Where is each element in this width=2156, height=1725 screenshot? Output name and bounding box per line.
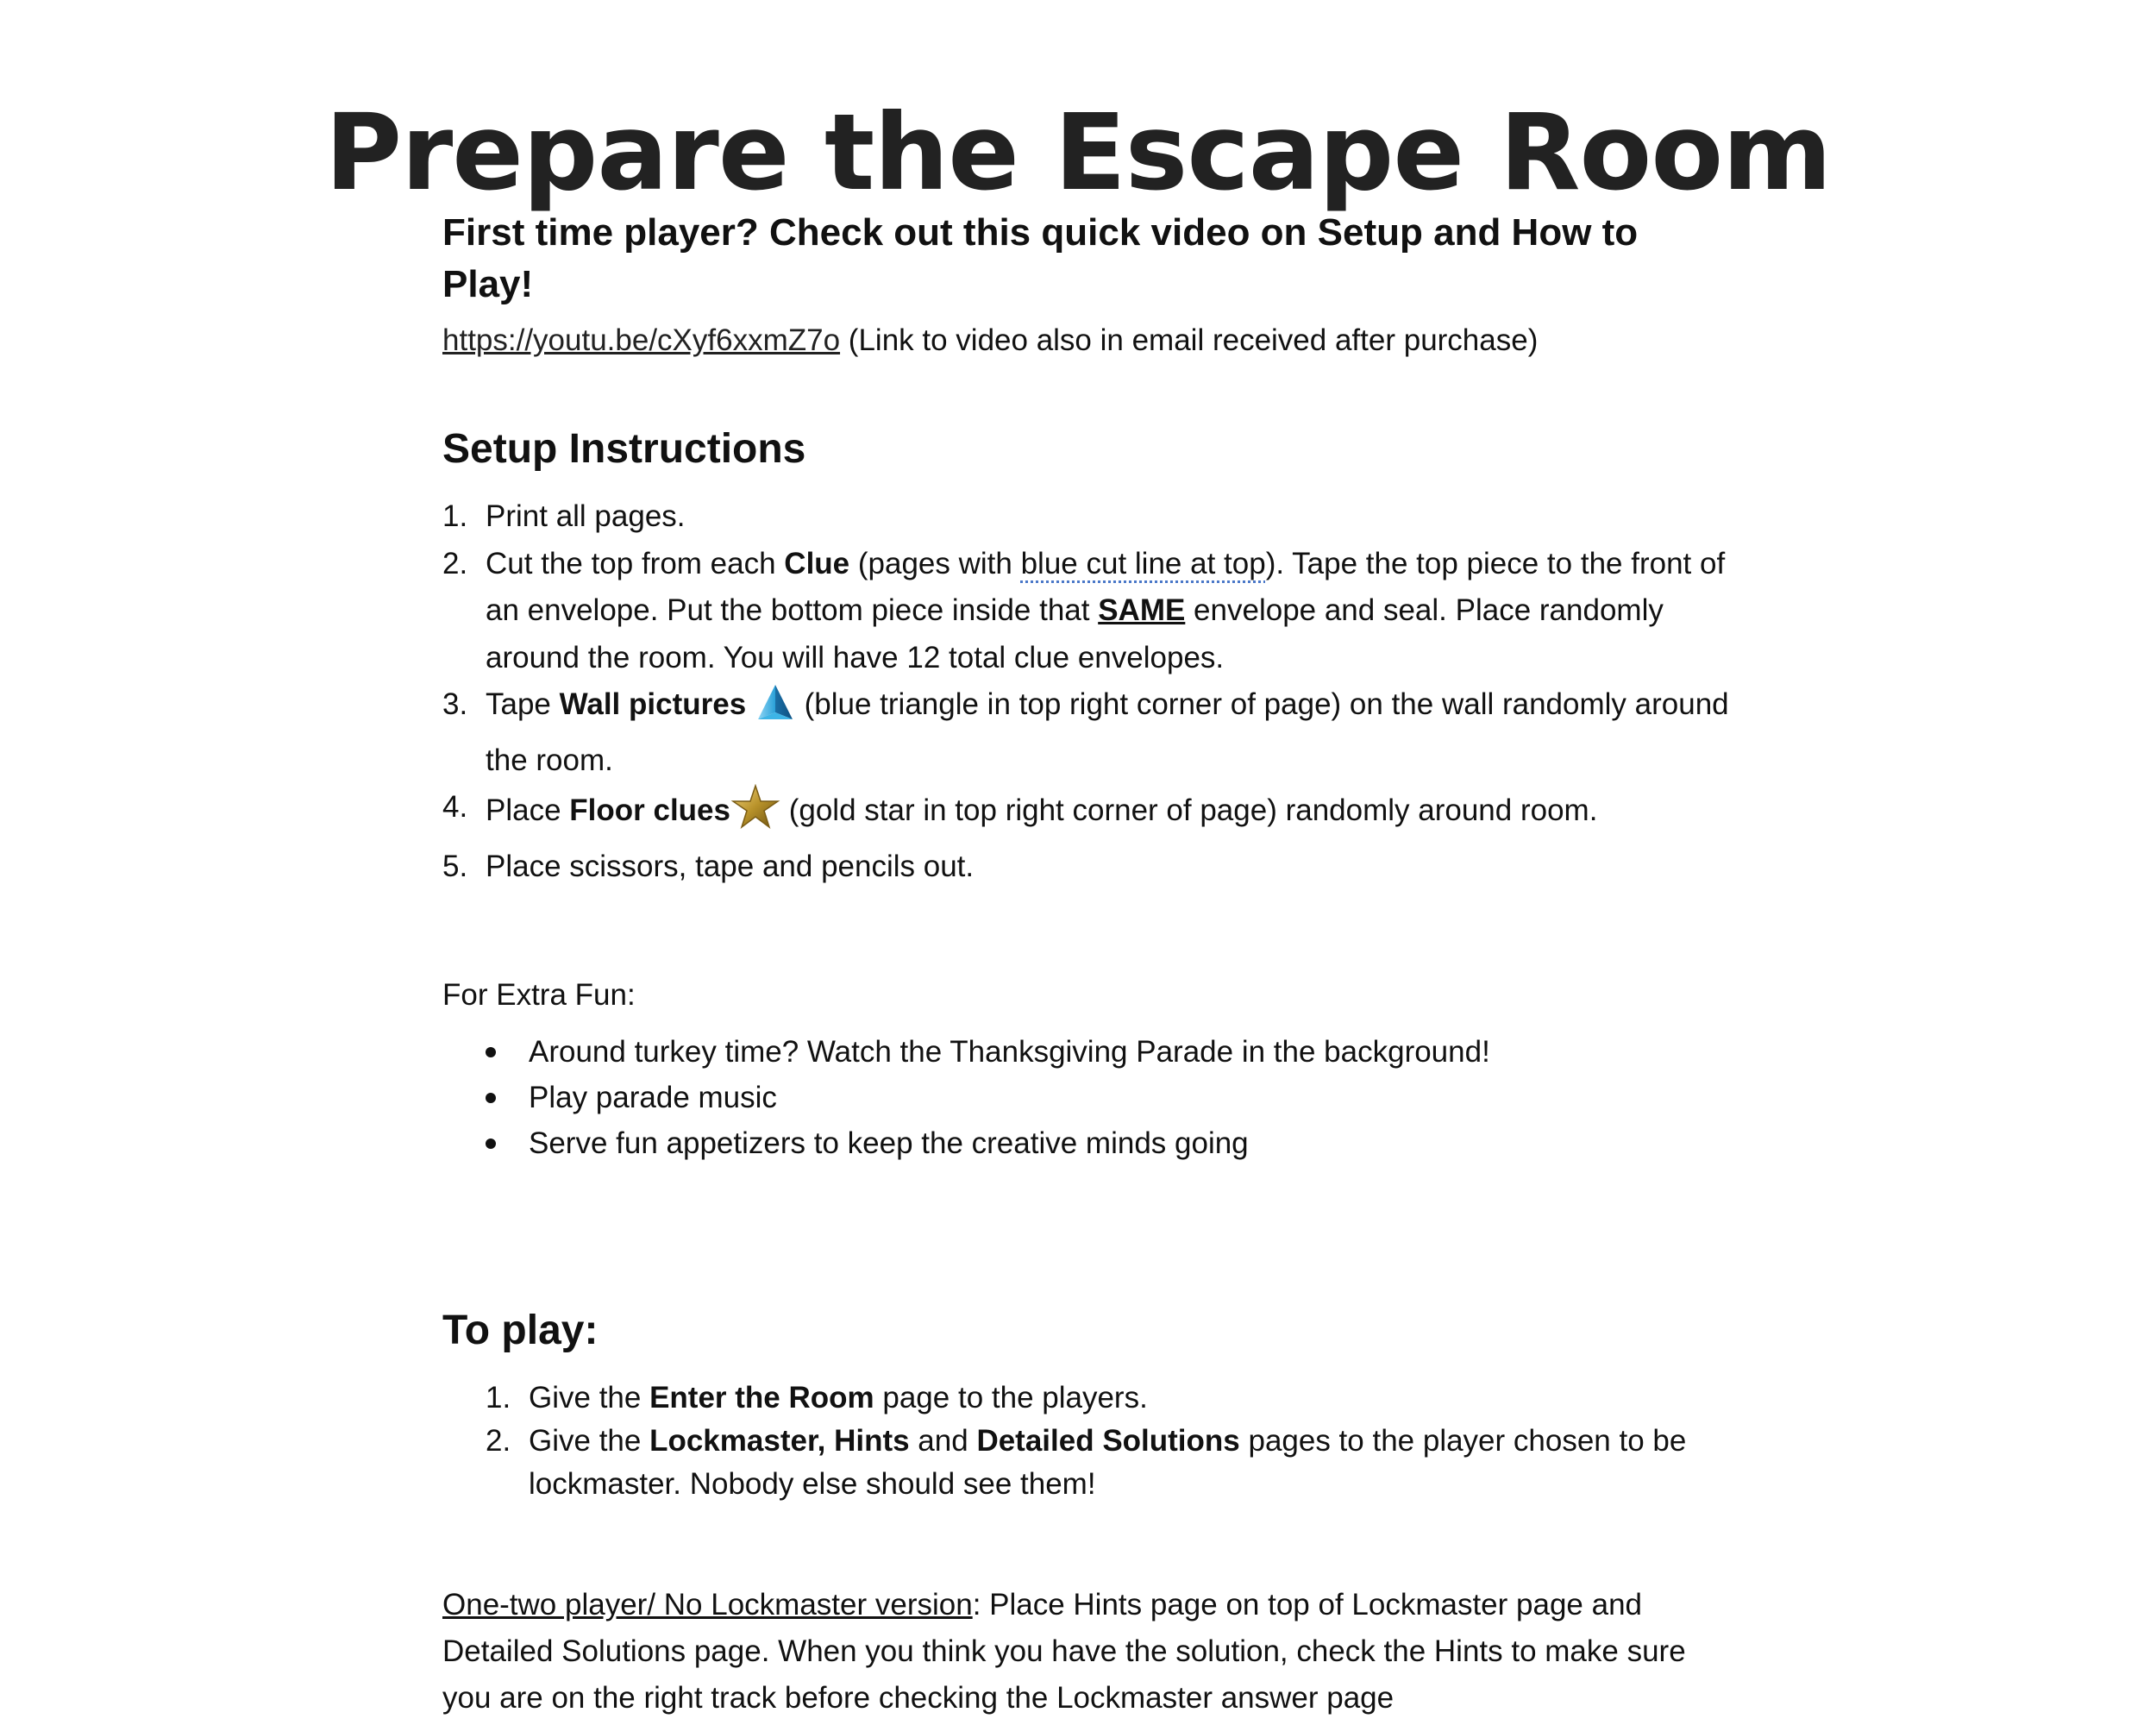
list-item [442, 1029, 1736, 1075]
solo-version-text: : Place Hints page on top of Lockmaster page and Detailed Solutions page. When you think you have the solution, check the Hints to make sure you are on the right track before checking the Lockmaster answer page [442, 1588, 1686, 1715]
setup-item-text: Place [486, 794, 570, 827]
list-item [442, 1075, 1736, 1120]
to-play-heading: To play: [442, 1308, 599, 1353]
list-item [442, 1120, 1736, 1166]
wall-pictures-bold: Wall pictures [559, 687, 747, 721]
play-item-text: and [909, 1424, 977, 1458]
blue-triangle-icon [755, 683, 796, 737]
setup-item-text: Print all pages. [486, 499, 686, 533]
play-item-text: pages to the player chosen to be lockmaster. Nobody else should see them! [529, 1424, 1687, 1501]
setup-item-text: (blue triangle in top right corner of page) on the wall randomly around the room. [486, 687, 1729, 777]
setup-item-text: (pages with [849, 546, 1021, 580]
list-number: 1. [442, 499, 468, 533]
intro-heading: First time player? Check out this quick video on Setup and How to Play! [442, 211, 1639, 305]
solo-version-paragraph [442, 1582, 1736, 1722]
list-number: 2. [486, 1424, 511, 1458]
video-link-note: (Link to video also in email received after purchase) [848, 323, 1539, 357]
page-title: Prepare the Escape Room [324, 91, 1832, 214]
play-item-1 [442, 1377, 1736, 1420]
lockmaster-hints-bold: Lockmaster, Hints [649, 1424, 910, 1458]
bullet-icon [486, 1093, 496, 1103]
setup-item-text: Place scissors, tape and pencils out. [486, 849, 975, 883]
dotted-phrase: blue cut line at top [1020, 546, 1266, 580]
list-item-text: Around turkey time? Watch the Thanksgiving Parade in the background! [529, 1035, 1490, 1069]
solo-version-label: One-two player/ No Lockmaster version [442, 1588, 973, 1622]
detailed-solutions-bold: Detailed Solutions [976, 1424, 1240, 1458]
extra-fun-label: For Extra Fun: [442, 978, 636, 1012]
setup-item-1 [442, 493, 1736, 541]
setup-item-4 [442, 784, 1736, 844]
document-body [442, 207, 1736, 1722]
play-item-text: Give the [529, 1424, 650, 1458]
list-item-text: Serve fun appetizers to keep the creative minds going [529, 1126, 1249, 1160]
bullet-icon [486, 1047, 496, 1057]
to-play-list [442, 1377, 1736, 1506]
same-emphasis: SAME [1098, 593, 1186, 627]
setup-item-3 [442, 681, 1736, 784]
setup-heading: Setup Instructions [442, 426, 806, 472]
setup-list [442, 493, 1736, 890]
setup-item-2 [442, 541, 1736, 682]
list-number: 2. [442, 546, 468, 580]
setup-item-text: Cut the top from each [486, 546, 785, 580]
bullet-icon [486, 1138, 496, 1149]
play-item-2 [442, 1420, 1736, 1506]
enter-room-bold: Enter the Room [649, 1381, 874, 1414]
list-number: 5. [442, 849, 468, 883]
extra-fun-list [442, 1029, 1736, 1166]
setup-item-text: envelope and seal. Place randomly around the room. You will have 12 total clue envelopes. [486, 593, 1664, 674]
video-link-line [442, 317, 1736, 364]
setup-item-text: (gold star in top right corner of page) randomly around room. [780, 794, 1598, 827]
setup-item-text: ). Tape the top piece to the front of an envelope. Put the bottom piece inside that [486, 546, 1726, 627]
play-item-text: Give the [529, 1381, 650, 1414]
clue-bold: Clue [784, 546, 850, 580]
play-item-text: page to the players. [874, 1381, 1148, 1414]
setup-item-5 [442, 844, 1736, 891]
gold-star-icon [730, 784, 780, 844]
setup-item-text: Tape [486, 687, 560, 721]
list-number: 1. [486, 1381, 511, 1414]
floor-clues-bold: Floor clues [569, 794, 730, 827]
list-number: 4. [442, 790, 468, 824]
list-number: 3. [442, 687, 468, 721]
video-link[interactable]: https://youtu.be/cXyf6xxmZ7o [442, 323, 841, 357]
list-item-text: Play parade music [529, 1081, 777, 1114]
